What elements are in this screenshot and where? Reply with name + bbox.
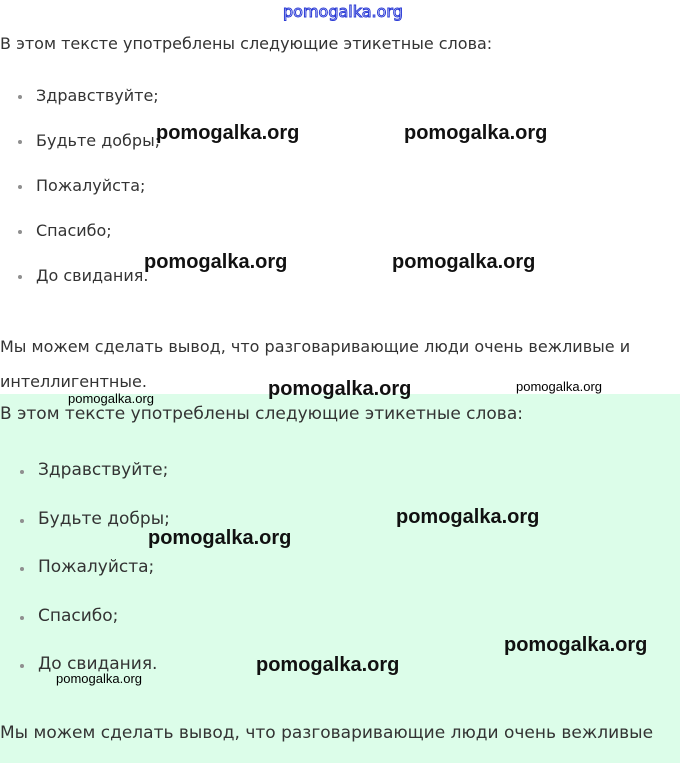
list-item-text: Пожалуйста; [36, 176, 146, 195]
bullet-icon [18, 230, 22, 234]
answer-section-2 [0, 394, 680, 763]
list-item [0, 131, 160, 176]
list-item [0, 266, 160, 311]
etiquette-word-list [0, 86, 160, 311]
intro-text: В этом тексте употреблены следующие этикетные слова: [0, 34, 493, 53]
list-item-text: Спасибо; [38, 605, 119, 626]
etiquette-word-list [0, 460, 170, 703]
bullet-icon [20, 470, 24, 474]
list-item [0, 606, 170, 655]
watermark: pomogalka.org [156, 122, 300, 144]
list-item-text: Здравствуйте; [36, 86, 159, 105]
list-item [0, 460, 170, 509]
list-item [0, 509, 170, 558]
watermark: pomogalka.org [268, 378, 412, 400]
bullet-icon [18, 140, 22, 144]
list-item-text: Пожалуйста; [38, 557, 155, 577]
watermark: pomogalka.org [392, 251, 536, 273]
header-logo[interactable]: pomogalka.org [283, 2, 403, 21]
conclusion-text: Мы можем сделать вывод, что разговаривающие люди очень вежливые и интеллигентные. [0, 337, 631, 391]
list-item-text: Спасибо; [36, 221, 112, 240]
bullet-icon [20, 664, 24, 668]
list-item [0, 176, 160, 221]
bullet-icon [18, 185, 22, 189]
list-item-text: До свидания. [36, 266, 149, 285]
list-item [0, 221, 160, 266]
list-item [0, 557, 170, 606]
answer-section-1 [0, 30, 680, 394]
intro-text: В этом тексте употреблены следующие этикетные слова: [0, 404, 523, 424]
watermark: pomogalka.org [396, 506, 540, 528]
bullet-icon [18, 95, 22, 99]
bullet-icon [18, 275, 22, 279]
watermark: pomogalka.org [68, 391, 154, 406]
watermark: pomogalka.org [148, 527, 292, 549]
watermark: pomogalka.org [504, 634, 648, 656]
watermark: pomogalka.org [404, 122, 548, 144]
list-item-text: До свидания. [38, 654, 158, 674]
list-item [0, 86, 160, 131]
watermark: pomogalka.org [516, 379, 602, 394]
watermark: pomogalka.org [56, 671, 142, 686]
watermark: pomogalka.org [256, 654, 400, 676]
bullet-icon [20, 567, 24, 571]
list-item-text: Здравствуйте; [38, 460, 169, 480]
watermark: pomogalka.org [144, 251, 288, 273]
list-item-text: Будьте добры; [36, 131, 161, 150]
bullet-icon [20, 519, 24, 523]
bullet-icon [20, 616, 24, 620]
list-item-text: Будьте добры; [38, 508, 170, 529]
conclusion-text: Мы можем сделать вывод, что разговаривающие люди очень вежливые [0, 723, 654, 743]
